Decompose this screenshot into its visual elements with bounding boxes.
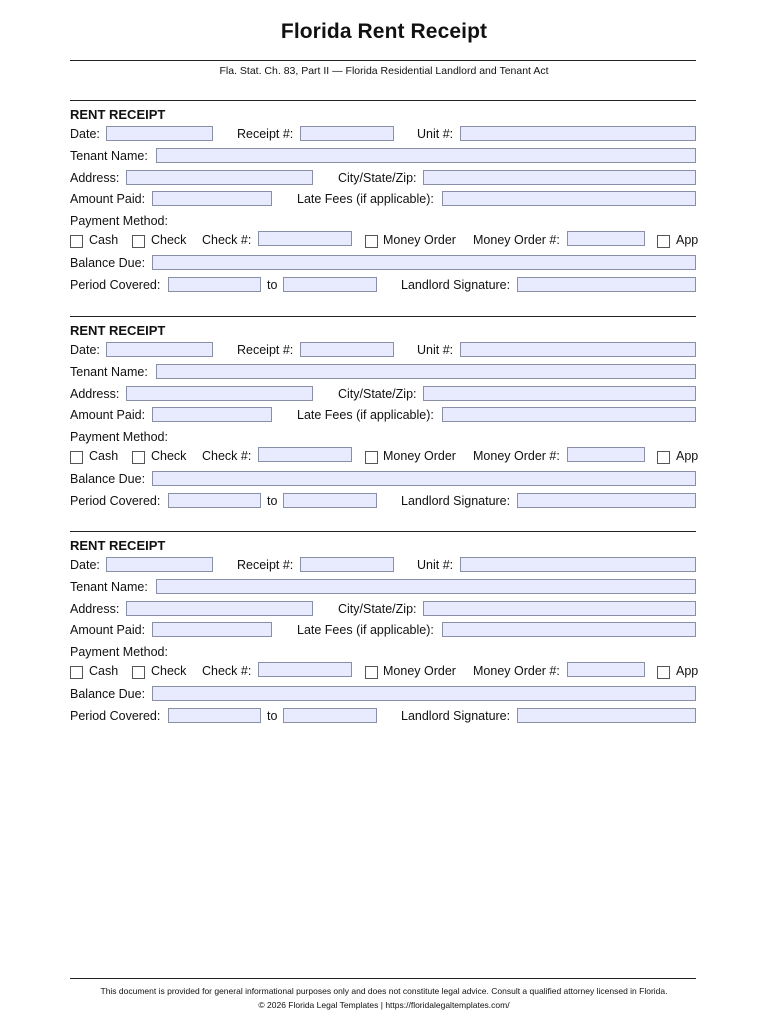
receipt-number-label: Receipt #:	[237, 558, 294, 572]
amount-paid-field[interactable]	[152, 407, 272, 422]
late-fees-label: Late Fees (if applicable):	[297, 623, 434, 637]
tenant-name-label: Tenant Name:	[70, 149, 148, 163]
payment-method-label: Payment Method:	[70, 214, 168, 228]
tenant-name-field[interactable]	[156, 148, 696, 163]
receipt-number-label: Receipt #:	[237, 127, 294, 141]
footer-divider	[70, 978, 696, 979]
money-order-label: Money Order	[383, 449, 456, 463]
address-label: Address:	[70, 387, 120, 401]
balance-due-field[interactable]	[152, 255, 696, 270]
address-label: Address:	[70, 171, 120, 185]
check-label: Check	[151, 449, 187, 463]
period-to-label: to	[267, 709, 278, 723]
period-to-field[interactable]	[283, 493, 377, 508]
city-state-zip-label: City/State/Zip:	[338, 387, 417, 401]
late-fees-field[interactable]	[442, 622, 696, 637]
tenant-name-field[interactable]	[156, 364, 696, 379]
app-checkbox[interactable]	[657, 235, 670, 248]
app-label: App	[676, 449, 699, 463]
tenant-name-field[interactable]	[156, 579, 696, 594]
late-fees-field[interactable]	[442, 407, 696, 422]
tenant-name-label: Tenant Name:	[70, 365, 148, 379]
receipt-heading: RENT RECEIPT	[70, 538, 166, 553]
app-label: App	[676, 664, 699, 678]
cash-label: Cash	[89, 233, 119, 247]
landlord-signature-field[interactable]	[517, 708, 696, 723]
landlord-signature-label: Landlord Signature:	[401, 278, 511, 292]
check-number-label: Check #:	[202, 233, 252, 247]
receipt-heading: RENT RECEIPT	[70, 323, 166, 338]
money-order-number-field[interactable]	[567, 447, 645, 462]
period-from-field[interactable]	[168, 493, 261, 508]
balance-due-label: Balance Due:	[70, 256, 146, 270]
period-to-field[interactable]	[283, 708, 377, 723]
payment-method-label: Payment Method:	[70, 645, 168, 659]
date-label: Date:	[70, 558, 100, 572]
date-field[interactable]	[106, 342, 213, 357]
cash-checkbox[interactable]	[70, 666, 83, 679]
receipt-section-1	[0, 100, 768, 315]
title-divider	[70, 60, 696, 61]
receipt-number-field[interactable]	[300, 126, 394, 141]
section-divider	[70, 531, 696, 532]
landlord-signature-label: Landlord Signature:	[401, 709, 511, 723]
unit-number-label: Unit #:	[417, 127, 454, 141]
period-from-field[interactable]	[168, 277, 261, 292]
period-covered-label: Period Covered:	[70, 494, 161, 508]
city-state-zip-field[interactable]	[423, 601, 696, 616]
landlord-signature-field[interactable]	[517, 277, 696, 292]
address-field[interactable]	[126, 601, 313, 616]
receipt-section-2	[0, 316, 768, 531]
unit-number-field[interactable]	[460, 557, 696, 572]
check-number-field[interactable]	[258, 662, 352, 677]
city-state-zip-field[interactable]	[423, 386, 696, 401]
address-label: Address:	[70, 602, 120, 616]
period-to-label: to	[267, 494, 278, 508]
check-number-field[interactable]	[258, 231, 352, 246]
city-state-zip-label: City/State/Zip:	[338, 602, 417, 616]
money-order-number-label: Money Order #:	[473, 233, 560, 247]
unit-number-label: Unit #:	[417, 558, 454, 572]
date-label: Date:	[70, 343, 100, 357]
unit-number-field[interactable]	[460, 342, 696, 357]
address-field[interactable]	[126, 170, 313, 185]
amount-paid-field[interactable]	[152, 191, 272, 206]
check-number-label: Check #:	[202, 449, 252, 463]
money-order-checkbox[interactable]	[365, 666, 378, 679]
money-order-label: Money Order	[383, 233, 456, 247]
check-label: Check	[151, 233, 187, 247]
amount-paid-label: Amount Paid:	[70, 408, 146, 422]
landlord-signature-field[interactable]	[517, 493, 696, 508]
section-divider	[70, 316, 696, 317]
amount-paid-label: Amount Paid:	[70, 623, 146, 637]
balance-due-field[interactable]	[152, 686, 696, 701]
amount-paid-field[interactable]	[152, 622, 272, 637]
receipt-number-label: Receipt #:	[237, 343, 294, 357]
city-state-zip-field[interactable]	[423, 170, 696, 185]
city-state-zip-label: City/State/Zip:	[338, 171, 417, 185]
app-label: App	[676, 233, 699, 247]
receipt-section-3	[0, 531, 768, 746]
money-order-checkbox[interactable]	[365, 235, 378, 248]
footer-disclaimer: This document is provided for general informational purposes only and does not constitute legal advice. Consult a qualified attorney licensed in Florida.	[100, 986, 668, 996]
check-label: Check	[151, 664, 187, 678]
receipt-heading: RENT RECEIPT	[70, 107, 166, 122]
address-field[interactable]	[126, 386, 313, 401]
check-number-field[interactable]	[258, 447, 352, 462]
cash-checkbox[interactable]	[70, 235, 83, 248]
receipt-number-field[interactable]	[300, 342, 394, 357]
date-label: Date:	[70, 127, 100, 141]
money-order-number-field[interactable]	[567, 662, 645, 677]
cash-checkbox[interactable]	[70, 451, 83, 464]
check-checkbox[interactable]	[132, 235, 145, 248]
footer-copyright: © 2026 Florida Legal Templates | https://floridalegaltemplates.com/	[258, 1000, 510, 1010]
cash-label: Cash	[89, 449, 119, 463]
money-order-number-label: Money Order #:	[473, 664, 560, 678]
page-title: Florida Rent Receipt	[280, 20, 488, 43]
date-field[interactable]	[106, 557, 213, 572]
period-to-label: to	[267, 278, 278, 292]
period-from-field[interactable]	[168, 708, 261, 723]
period-covered-label: Period Covered:	[70, 709, 161, 723]
balance-due-field[interactable]	[152, 471, 696, 486]
section-divider	[70, 100, 696, 101]
landlord-signature-label: Landlord Signature:	[401, 494, 511, 508]
date-field[interactable]	[106, 126, 213, 141]
check-number-label: Check #:	[202, 664, 252, 678]
balance-due-label: Balance Due:	[70, 472, 146, 486]
check-checkbox[interactable]	[132, 451, 145, 464]
late-fees-label: Late Fees (if applicable):	[297, 408, 434, 422]
balance-due-label: Balance Due:	[70, 687, 146, 701]
money-order-number-label: Money Order #:	[473, 449, 560, 463]
check-checkbox[interactable]	[132, 666, 145, 679]
cash-label: Cash	[89, 664, 119, 678]
amount-paid-label: Amount Paid:	[70, 192, 146, 206]
money-order-number-field[interactable]	[567, 231, 645, 246]
money-order-label: Money Order	[383, 664, 456, 678]
app-checkbox[interactable]	[657, 451, 670, 464]
statute-subtitle: Fla. Stat. Ch. 83, Part II — Florida Residential Landlord and Tenant Act	[219, 65, 549, 77]
period-covered-label: Period Covered:	[70, 278, 161, 292]
tenant-name-label: Tenant Name:	[70, 580, 148, 594]
late-fees-label: Late Fees (if applicable):	[297, 192, 434, 206]
app-checkbox[interactable]	[657, 666, 670, 679]
late-fees-field[interactable]	[442, 191, 696, 206]
unit-number-field[interactable]	[460, 126, 696, 141]
money-order-checkbox[interactable]	[365, 451, 378, 464]
payment-method-label: Payment Method:	[70, 430, 168, 444]
receipt-number-field[interactable]	[300, 557, 394, 572]
period-to-field[interactable]	[283, 277, 377, 292]
unit-number-label: Unit #:	[417, 343, 454, 357]
